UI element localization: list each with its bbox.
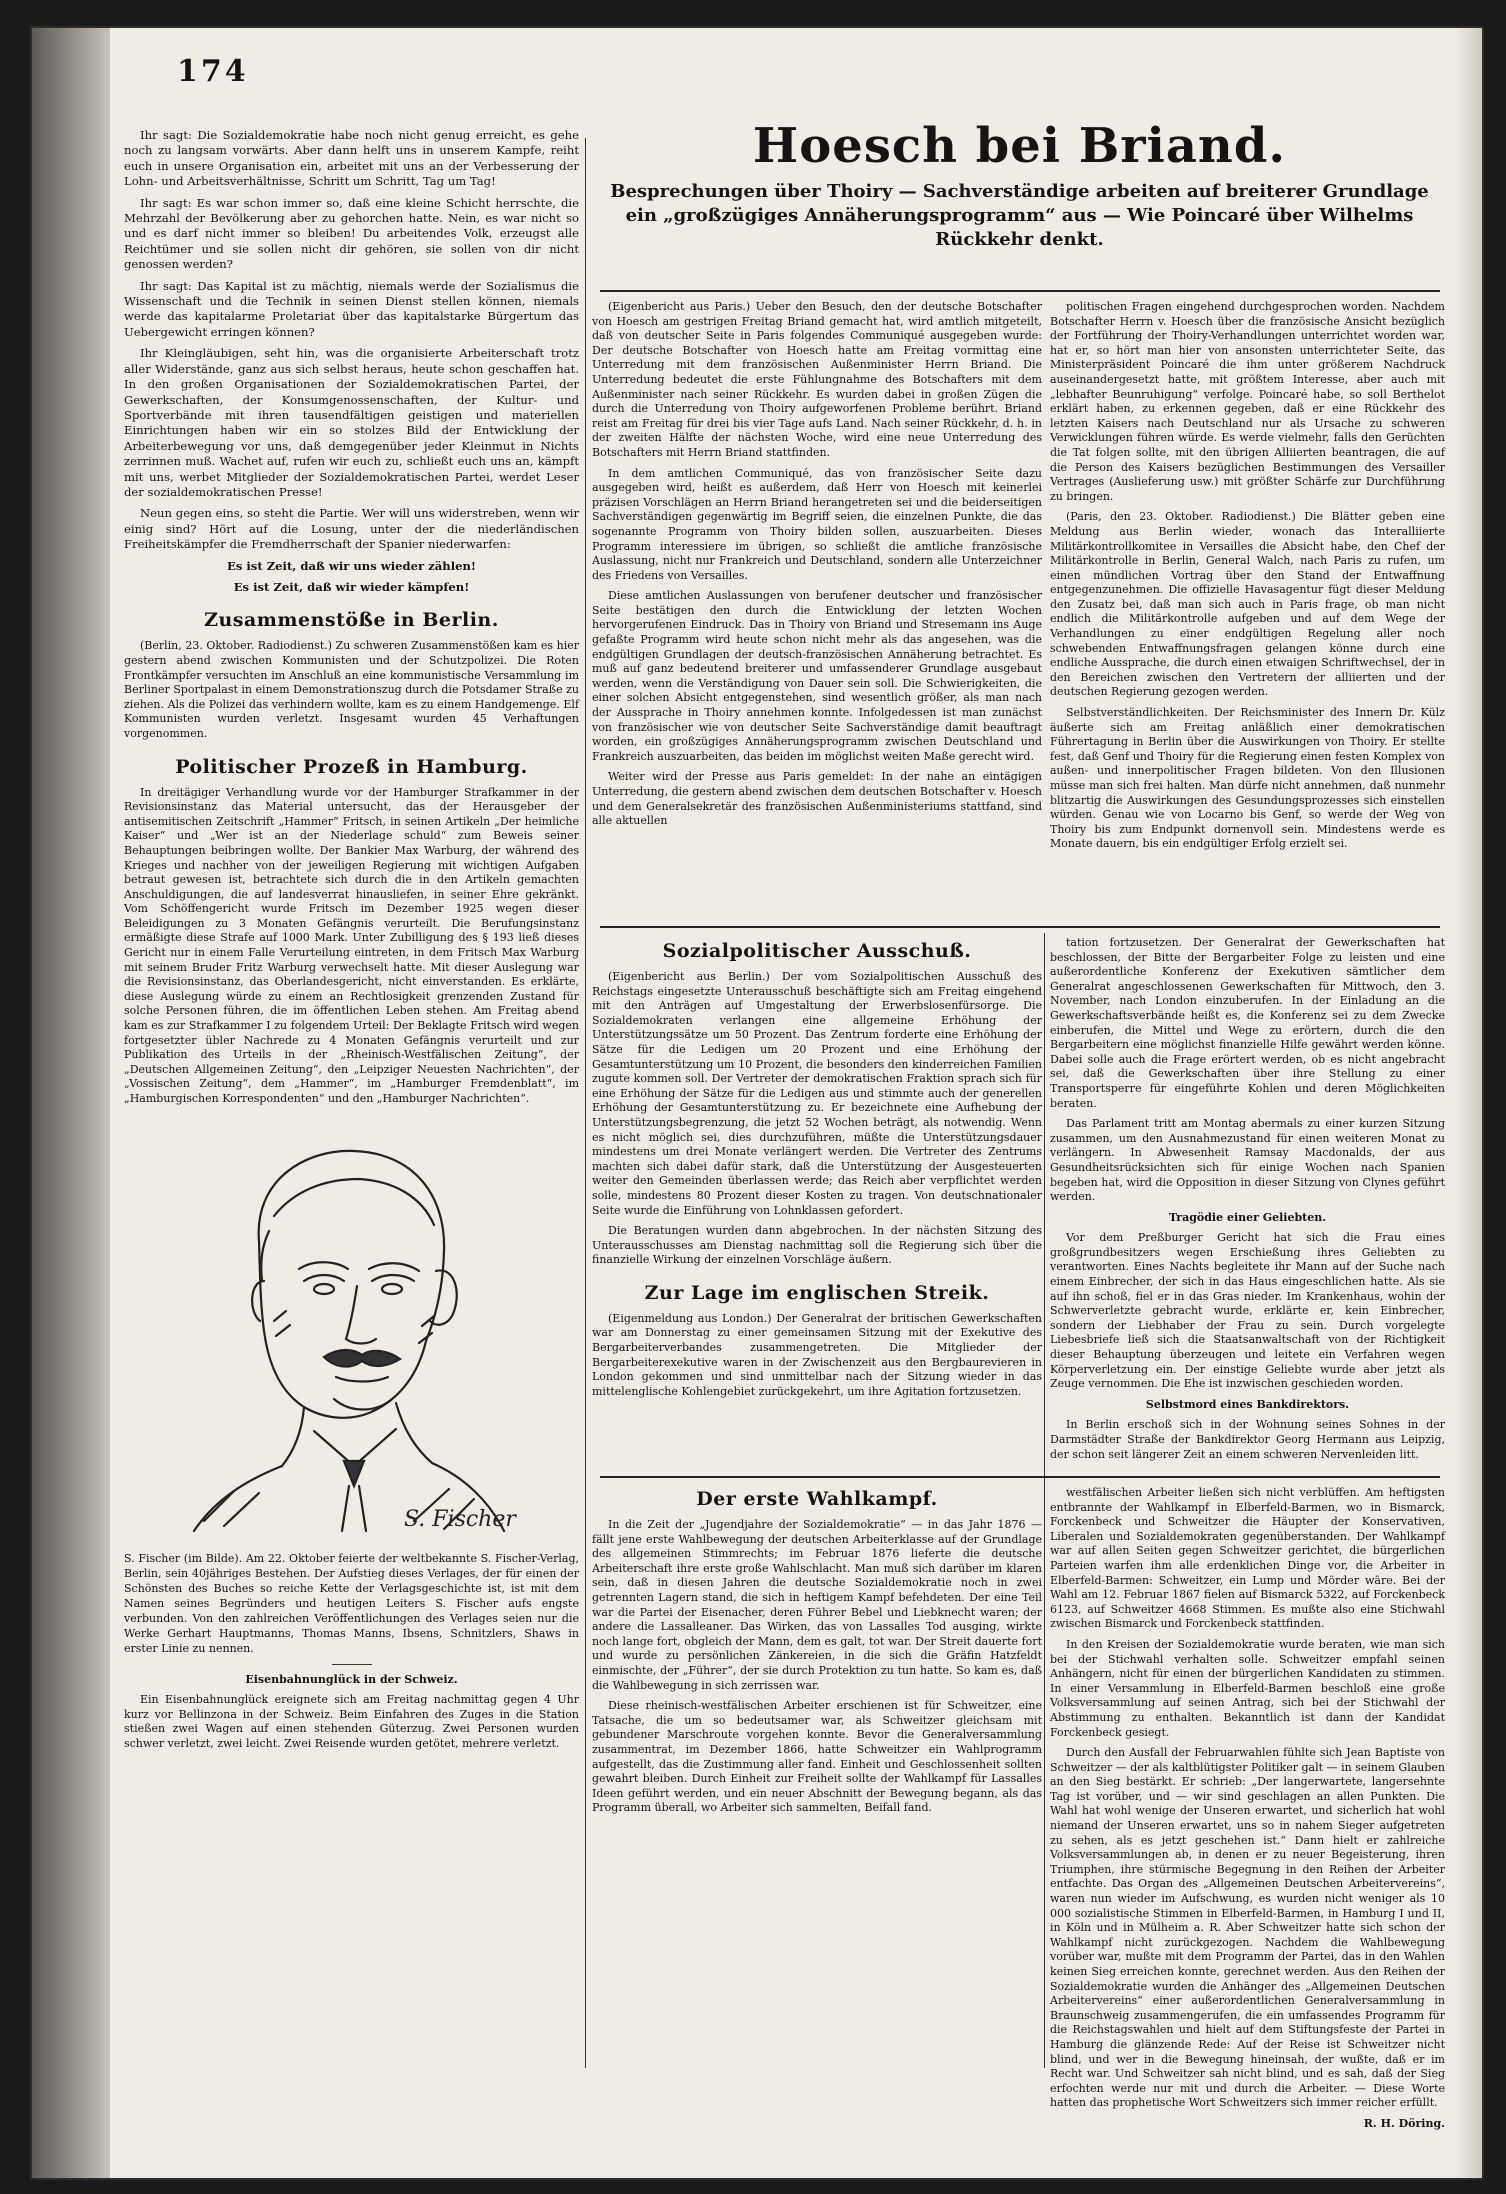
portrait-caption: S. Fischer (im Bilde). Am 22. Oktober feierte der weltbekannte S. Fischer-Verlag, Berlin, sein 40jähriges Bestehen. Der Aufstieg dieses Verlages, der für einen der Schönsten des Buches so reiche Kette der Verlagsgeschichte ist, ist mit dem Namen seines Begründers und heutigen Leiters S. Fischer aufs engste verbunden. Von den zahlreichen Veröffentlichungen des Verlages seien nur die Werke Gerhart Hauptmanns, Thomas Manns, Ibsens, Schnitzlers, Shaws in erster Linie zu nennen. — [124, 1551, 579, 1655]
page-number: 174 — [177, 54, 249, 89]
left-paragraph-4: Ihr Kleingläubigen, seht hin, was die organisierte Arbeiterschaft trotz aller Widerstände, ganz aus sich selbst heraus, heute schon geschaffen hat. In den großen Organisationen der Sozialdemokratischen Partei, der Gewerkschaften, der Konsumgenossenschaften, der Kultur- und Sportverbände mit ihren tausendfältigen geistigen und materiellen Einrichtungen haben wir ein so stolzes Bild der Entwicklung der Arbeiterbewegung vor uns, daß demgegenüber jeder Kleinmut in Nichts zerrinnen muß. Wachet auf, rufen wir euch zu, schließt euch uns an, kämpft mit uns, werbet Mitglieder der Sozialdemokratischen Partei, werdet Leser der sozialdemokratischen Presse! — [124, 346, 579, 499]
hoesch-paragraph-1: (Eigenbericht aus Paris.) Ueber den Besuch, den der deutsche Botschafter von Hoesch am gestrigen Freitag Briand gemacht hat, wird amtlich mitgeteilt, daß von deutscher Seite in Paris folgendes Communiqué ausgegeben wurde: Der deutsche Botschafter von Hoesch hatte am Freitag vormittag eine Unterredung mit dem französischen Außenminister Herrn Briand. Die Unterredung bedeutet die erste Fühlungnahme des Botschafters mit dem Außenminister nach seiner Rückkehr. Es wurden dabei in großen Zügen die durch die Unterredung von Thoiry aufgeworfenen Probleme berührt. Briand reist am Freitag für drei bis vier Tage aufs Land. Nach seiner Rückkehr, d. h. in der zweiten Hälfte der nächsten Woche, wird eine neue Unterredung des Botschafters mit Herrn Briand stattfinden. — [592, 300, 1042, 459]
column-rule-left — [585, 138, 586, 2068]
section-rule-lower — [600, 1476, 1440, 1478]
streik-text: (Eigenmeldung aus London.) Der Generalrat der britischen Gewerkschaften war am Donnerstag zu einer gemeinsamen Sitzung mit der Exekutive des Bergarbeiterverbandes zusammengetreten. Die Mitglieder der Bergarbeiterexekutive waren in der Zwischenzeit aus den Bergbaurevieren in London gekommen und sind unmittelbar nach der Sitzung wieder in das mittelenglische Kohlengebiet zurückgekehrt, um ihre Agitation fortzusetzen. — [592, 1311, 1042, 1398]
wahlkampf-right-paragraph-2: In den Kreisen der Sozialdemokratie wurde beraten, wie man sich bei der Stichwahl verhalten solle. Schweitzer empfahl seinen Anhängern, nicht für einen der bürgerlichen Kandidaten zu stimmen. In einer Versammlung in Elberfeld-Barmen beschloß eine große Volksversammlung auf seinen Antrag, sich bei der Stichwahl der Abstimmung zu enthalten. Bekanntlich ist dann der Kandidat Forckenbeck gesiegt. — [1050, 1637, 1445, 1739]
middle-column — [592, 300, 1042, 835]
left-column — [124, 128, 579, 1758]
heading-streik: Zur Lage im englischen Streik. — [644, 1281, 990, 1304]
hoesch-paragraph-4: Weiter wird der Presse aus Paris gemeldet: In der nahe an eintägigen Unterredung, die gestern abend zwischen dem deutschen Botschafter v. Hoesch und dem Generalsekretär des französischen Außenministeriums stattfand, sind alle aktuellen — [592, 770, 1042, 828]
left-paragraph-2: Ihr sagt: Es war schon immer so, daß eine kleine Schicht herrschte, die Mehrzahl der Bevölkerung aber zu gehorchen hatte. Nein, es war nicht so und es darf nicht immer so bleiben! Du arbeitendes Volk, erzeugst alle Reichtümer und sie sollen nicht dir gehören, sie sollen von dir nicht genossen werden? — [124, 195, 579, 272]
wahlkampf-paragraph-2: Diese rheinisch-westfälischen Arbeiter erschienen ist für Schweitzer, eine Tatsache, die um so bedeutsamer war, als Schweitzer gleichsam mit gebundener Marschroute vorgehen konnte. Bevor die Generalversammlung zusammentrat, im Dezember 1866, hatte Schweitzer ein Wahlprogramm aufgestellt, das die Zustimmung aller fand. Einheit und Geschlossenheit sollten gewahrt bleiben. Durch Einheit zur Freiheit sollte der Wahlkampf für Lassalles Ideen geführt werden, und ein neuer Abschnitt der Bewegung begann, als das Programm überall, wo Arbeiter sich sammelten, Beifall fand. — [592, 1699, 1042, 1815]
hoesch-paragraph-2: In dem amtlichen Communiqué, das von französischer Seite dazu ausgegeben wird, heißt es außerdem, daß Herr von Hoesch mit keinerlei präzisen Vorschlägen an Herrn Briand herangetreten sei und die beiderseitigen Sachverständigen gegenwärtig im Begriff seien, die einzelnen Punkte, die das sogenannte Programm von Thoiry bilden sollen, auszuarbeiten. Dieses Programm interessiere im übrigen, so schließt die amtliche französische Auslassung, nicht nur Frankreich und Deutschland, sondern alle Unterzeichner des Friedens von Versailles. — [592, 466, 1042, 582]
newspaper-page — [32, 28, 1482, 2178]
portrait-signature: S. Fischer — [404, 1506, 516, 1532]
rail-accident-title: Eisenbahnunglück in der Schweiz. — [245, 1672, 458, 1686]
portrait-illustration — [164, 1121, 524, 1541]
motto-line-2: Es ist Zeit, daß wir wieder kämpfen! — [233, 579, 470, 594]
section-rule-mid — [600, 926, 1440, 928]
headline-rule — [600, 290, 1440, 292]
heading-hamburg: Politischer Prozeß in Hamburg. — [175, 755, 528, 778]
heading-sozialpolitik: Sozialpolitischer Ausschuß. — [662, 940, 972, 962]
headline-subtitle: Besprechungen über Thoiry — Sachverständige arbeiten auf breiterer Grundlage ein „großzügiges Annäherungsprogramm“ aus — Wie Poincaré über Wilhelms Rückkehr denkt. — [610, 181, 1429, 250]
poincare-paragraph-2: (Paris, den 23. Oktober. Radiodienst.) Die Blätter geben eine Meldung aus Berlin wieder, wonach das Interalliierte Militärkontrollkomitee in Versailles die Absicht habe, den Chef der Militärkontrolle in Berlin, General Walch, nach Paris zu rufen, um einen mündlichen Vortrag über den Stand der Entwaffnung entgegenzunehmen. Die offizielle Havasagentur fügt dieser Meldung den Zusatz bei, daß man sich auch in Paris frage, ob man nicht endlich die Militärkontrolle aufgeben und auf dem Wege der Verhandlungen zu einer endgültigen Regelung aller noch schwebenden Entwaffnungsfragen gelangen könne durch eine endliche Aussprache, die durch einen etwaigen Schriftwechsel, der in den Bereichen zwischen den Vertretern der alliierten und der deutschen Regierung gezogen werden. — [1050, 510, 1445, 699]
selbstmord-text: In Berlin erschoß sich in der Wohnung seines Sohnes in der Darmstädter Straße der Bankdirektor Georg Hermann aus Leipzig, der schon seit längerer Zeit an einem schweren Nervenleiden litt. — [1050, 1418, 1445, 1461]
page-edge-shadow — [1456, 28, 1482, 2178]
motto-line-1: Es ist Zeit, daß wir uns wieder zählen! — [226, 558, 477, 573]
wahlkampf-author: R. H. Döring. — [1363, 2116, 1445, 2130]
binding-edge — [32, 28, 110, 2178]
sozialpolitik-text-2: Die Beratungen wurden dann abgebrochen. In der nächsten Sitzung des Unterausschusses am Dienstag nachmittag soll die Regierung sich über die finanzielle Wirkung der einzelnen Vorschläge äußern. — [592, 1224, 1042, 1267]
wahlkampf-right-paragraph-3: Durch den Ausfall der Februarwahlen fühlte sich Jean Baptiste von Schweitzer — der als kaltblütigster Politiker galt — in seinem Glauben an den Sieg bestärkt. Er schrieb: „Der langerwartete, langersehnte Tag ist vorüber, und — wir sind geschlagen an allen Punkten. Die Wahl hat wohl wenige der Unseren erwartet, und sicherlich hat wohl niemand der Unseren erwartet, uns so in nahem Sieger aufgetreten zu sehen, als es jetzt geschehen ist.“ Dann hielt er zahlreiche Volksversammlungen ab, in denen er zu neuer Begeisterung, ihren Triumphen, ihre stürmische Begegnung in den Reihen der Arbeiter entfachte. Das Organ des „Allgemeinen Deutschen Arbeitervereins“, waren nun wieder im Aufschwung, es wurden nicht weniger als 10 000 sozialistische Stimmen in Elberfeld-Barmen, in Hamburg I und II, in Köln und in Mülheim a. R. Aber Schweitzer hatte sich schon der Wahlkampf nicht zurückgezogen. Nachdem die Wahlbewegung vorüber war, mußte mit dem Programm der Partei, das in den Wahlen keinen Sieg erreichen konnte, gerechnet werden. Aus den Reihen der Sozialdemokratie wurden die Anhänger des „Allgemeinen Deutschen Arbeitervereins“ einer außerordentlichen Generalversammlung in Braunschweig zusammengerufen, die ein umfassendes Programm für die Reichstagswahlen und hielt auf dem Stiftungsfeste der Partei in Hamburg die glänzende Rede: Auf der Reise ist Schweitzer nicht blind, und wer in die Bewegung hineinsah, der wußte, daß er im Recht war. Und Schweitzer sah nicht blind, und es sah, daß der Sieg erfochten werde nur mit und durch die Arbeiter. — Diese Worte hatten das prophetische Wort Schweitzers sich immer reicher erfüllt. — [1050, 1746, 1445, 2110]
left-paragraph-3: Ihr sagt: Das Kapital ist zu mächtig, niemals werde der Sozialismus die Wissenschaft und die Technik in seinen Dienst stellen können, niemals werde das kapitalarme Proletariat über das kapitalstarke Bürgertum das Uebergewicht erringen können? — [124, 278, 579, 339]
wahlkampf-column-right — [1050, 1486, 1445, 2138]
hoesch-paragraph-3: Diese amtlichen Auslassungen von berufener deutscher und französischer Seite bestätigen den durch die Entwicklung der letzten Wochen hervorgerufenen Eindruck. Das in Thoiry von Briand und Stresemann ins Auge gefaßte Programm wird heute schon nicht mehr als das angesehen, was die endgültigen Grundlagen der deutsch-französischen Annäherung betrachtet. Es muß auf ganz bedeutend breiterer und umfassenderer Grundlage ausgebaut werden, wenn die Verständigung von Dauer sein soll. Die Schwierigkeiten, die einer solchen Absicht entgegenstehen, sind wesentlich größer, als man nach der Aussprache in Thoiry annehmen konnte. Infolgedessen ist man zunächst von französischer wie von deutscher Seite Sachverständige damit beauftragt worden, ein großzügiges Annäherungsprogramm zwischen Deutschland und Frankreich auszuarbeiten, das beiden im möglichst weiten Maße gerecht wird. — [592, 589, 1042, 763]
right-column — [1050, 300, 1445, 858]
section-divider — [332, 1664, 372, 1665]
wahlkampf-right-paragraph-1: westfälischen Arbeiter ließen sich nicht verblüffen. Am heftigsten entbrannte der Wahlkampf in Elberfeld-Barmen, wo in Bismarck, Forckenbeck und Schweitzer die Häupter der Konservativen, Liberalen und Sozialdemokraten gegenüberstanden. Der Wahlkampf war auf allen Seiten gegen Schweitzer gerichtet, die bürgerlichen Parteien warfen ihm alle erdenklichen Dinge vor, die Arbeiter in Elberfeld-Barmen: Schweitzer, ein Lump und Mörder wäre. Bei der Wahl am 12. Februar 1867 fielen auf Bismarck 5322, auf Forckenbeck 6123, auf Schweitzer 4668 Stimmen. Es mußte also eine Stichwahl zwischen Bismarck und Forckenbeck stattfinden. — [1050, 1486, 1445, 1631]
middle-lower-column — [592, 936, 1042, 1405]
column-rule-right — [1044, 933, 1045, 2068]
kulz-paragraph: Selbstverständlichkeiten. Der Reichsminister des Innern Dr. Külz äußerte sich am Freitag anläßlich einer demokratischen Führertagung in Berlin über die Auswirkungen von Thoiry. Er stellte fest, daß Genf und Thoiry für die Regierung einen festen Komplex von außen- und innerpolitischer Fragen bildeten. Von den Illusionen müsse man sich frei halten. Man dürfe nicht annehmen, daß nunmehr blitzartig die Auswirkungen des Gesundungsprozesses sich einstellen würden. Genau wie von Locarno bis Genf, so werde der Weg von Thoiry bis zum Endpunkt dornenvoll sein. Mindestens werde es Monate dauern, bis ein endgültiger Erfolg erzielt sei. — [1050, 706, 1445, 851]
heading-wahlkampf: Der erste Wahlkampf. — [696, 1488, 938, 1510]
wahlkampf-paragraph-1: In die Zeit der „Jugendjahre der Sozialdemokratie“ — in das Jahr 1876 — fällt jene erste Wahlbewegung der deutschen Arbeiterklasse auf der Grundlage des allgemeinen Stimmrechts; im Februar 1876 lieferte die deutsche Arbeiterschaft ihre erste große Wahlschlacht. Man muß sich darüber im klaren sein, daß in diesen Jahren die deutsche Sozialdemokratie noch in zwei getrennten Lagern stand, die sich in heftigem Kampf befehdeten. Der eine Teil war die Partei der Eisenacher, deren Führer Bebel und Liebknecht waren; der andere die Lassalleaner. Das Wirken, das von Lassalles Tod ausging, wirkte noch lange fort, obgleich der Mann, dem es galt, tot war. Der Streit dauerte fort und wurde zu persönlichen Zänkereien, in die sich die Gräfin Hatzfeldt einmischte, der „Führer“, der sie durch Protektion zu tun hatte. So kam es, daß die Wahlbewegung in sich zerrissen war. — [592, 1518, 1042, 1692]
headline-block — [592, 118, 1447, 252]
hamburg-article: In dreitägiger Verhandlung wurde vor der Hamburger Strafkammer in der Revisionsinstanz das Material untersucht, das der Herausgeber der antisemitischen Zeitschrift „Hammer“ Fritsch, in seinen Artikeln „Der heimliche Kaiser“ und „Wer ist an der Niederlage schuld“ zum Beweis seiner Behauptungen beibringen wollte. Der Bankier Max Warburg, der während des Krieges und nachher von der jeweiligen Regierung mit wichtigen Aufgaben betraut gewesen ist, betrachtete sich durch die in den Artikeln gemachten Anschuldigungen, die auf landesverrat hinausliefen, in seiner Ehre gekränkt. Vom Schöffengericht wurde Fritsch im Dezember 1925 wegen dieser Beleidigungen zu 3 Monaten Gefängnis verurteilt. Die Berufungsinstanz ermäßigte diese Strafe auf 1000 Mark. Unter Zubilligung des § 193 ließ dieses Gericht nur in einem Falle Verurteilung eintreten, in dem Fritsch Max Warburg mit seinem Bruder Fritz Warburg verwechselt hatte. Mit dieser Auslegung war die Revisionsinstanz, das Oberlandesgericht, nicht einverstanden. Es erklärte, diese Auslegung würde zu einem an Rechtlosigkeit grenzenden Zustand für solche Personen führen, die im öffentlichen Leben stehen. Am Freitag abend kam es zur Strafkammer I zu folgendem Urteil: Der Beklagte Fritsch wird wegen fortgesetzter übler Nachrede zu 4 Monaten Gefängnis verurteilt und zur Publikation des Urteils in der „Rheinisch-Westfälischen Zeitung“, der „Deutschen Allgemeinen Zeitung“, den „Leipziger Neuesten Nachrichten“, der „Vossischen Zeitung“, dem „Hammer“, im „Hamburger Fremdenblatt“, im „Hamburgischen Korrespondenten“ und den „Hamburger Nachrichten“. — [124, 785, 579, 1105]
left-paragraph-1: Ihr sagt: Die Sozialdemokratie habe noch nicht genug erreicht, es gehe noch zu langsam vorwärts. Aber dann helft uns in unserem Kampfe, reiht euch in unsere Organisation ein, arbeitet mit uns an der Verbesserung der Lohn- und Arbeitsverhältnisse, Schritt um Schritt, Tag um Tag! — [124, 128, 579, 189]
poincare-paragraph-1: politischen Fragen eingehend durchgesprochen worden. Nachdem Botschafter Herrn v. Hoesch über die französische Ansicht bezüglich der Fortführung der Thoiry-Verhandlungen unterrichtet worden war, hat er, so hört man hier von ansonsten unterrichteter Seite, das Ministerpräsident Poincaré die ihm unter größerem Nachdruck auseinandergesetzt hatte, mit größtem Interesse, aber auch mit „lebhafter Beunruhigung“ verfolge. Poincaré habe, so soll Berthelot erklärt haben, zu erkennen gegeben, daß er eine Rückkehr des letzten Kaisers nach Deutschland nur als Ursache zu schweren Verwicklungen führen würde. Es werde vielmehr, falls den Gerüchten die Tat folgen sollte, mit den übrigen Alliierten beantragen, die auf die Person des Kaisers bezüglichen Bestimmungen des Versailler Vertrages (Auslieferung usw.) mit größter Schärfe zur Durchführung zu bringen. — [1050, 300, 1445, 503]
streik-continuation-2: Das Parlament tritt am Montag abermals zu einer kurzen Sitzung zusammen, um den Ausnahmezustand für einen weiteren Monat zu verlängern. In Abwesenheit Ramsay Macdonalds, der aus Gesundheitsrücksichten sich für einige Wochen nach Spanien begeben hat, wird die Opposition in dieser Sitzung von Clynes geführt werden. — [1050, 1117, 1445, 1204]
berlin-article: (Berlin, 23. Oktober. Radiodienst.) Zu schweren Zusammenstößen kam es hier gestern abend zwischen Kommunisten und der Schutzpolizei. Die Roten Frontkämpfer versuchten im Anschluß an eine kommunistische Versammlung im Berliner Sportpalast in einem Demonstrationszug durch die Potsdamer Straße zu ziehen. Als die Polizei das verhindern wollte, kam es zu einem Handgemenge. Elf Kommunisten wurden verletzt. Insgesamt wurden 45 Verhaftungen vorgenommen. — [124, 639, 579, 740]
heading-tragoedie: Tragödie einer Geliebten. — [1168, 1210, 1327, 1224]
heading-berlin: Zusammenstöße in Berlin. — [204, 609, 499, 632]
sozialpolitik-text: (Eigenbericht aus Berlin.) Der vom Sozialpolitischen Ausschuß des Reichstags eingesetzte Unterausschuß beschäftigte sich am Freitag eingehend mit den Anträgen auf Umgestaltung der Erwerbslosenfürsorge. Die Sozialdemokraten verlangen eine allgemeine Erhöhung der Unterstützungssätze um 50 Prozent. Das Zentrum forderte eine Erhöhung der Sätze für die Ledigen um 20 Prozent und eine Erhöhung der Gesamtunterstützung um 10 Prozent, die besonders den kinderreichen Familien zugute kommen soll. Der Vertreter der demokratischen Fraktion sprach sich für eine Erhöhung der Sätze für die Ledigen aus und stimmte auch der generellen Erhöhung der Gesamtunterstützung zu. Er bezeichnete eine Aufhebung der Unterstützungsbegrenzung, die jetzt 52 Wochen beträgt, als notwendig. Wenn es nicht möglich sei, dies durchzuführen, müßte die Unterstützungsdauer mindestens um drei Monate verlängert werden. Die Vertreter des Zentrums machten sich dabei dafür stark, daß die Unterstützung der Ausgesteuerten weiter den Gemeinden überlassen werde; das Reich aber verpflichtet werden solle, mindestens 80 Prozent dieser Kosten zu tragen. Von deutschnationaler Seite wurde die Einführung von Lohnklassen gefordert. — [592, 970, 1042, 1217]
rail-accident-text: Ein Eisenbahnunglück ereignete sich am Freitag nachmittag gegen 4 Uhr kurz vor Bellinzona in der Schweiz. Beim Einfahren des Zuges in die Station stießen zwei Wagen auf einen stehenden Güterzug. Zwei Personen wurden schwer verletzt, zwei leicht. Zwei Reisende wurden getötet, mehrere verletzt. — [124, 1693, 579, 1750]
streik-continuation-1: tation fortzusetzen. Der Generalrat der Gewerkschaften hat beschlossen, der Bitte der Bergarbeiter Folge zu leisten und eine außerordentliche Konferenz der Exekutiven sämtlicher dem Generalrat angeschlossenen Gewerkschaften für Mittwoch, den 3. November, nach London einzuberufen. In der Einladung an die Gewerkschaftsverbände heißt es, die Konferenz sei zu dem Zwecke einberufen, die Mittel und Wege zu erörtern, durch die den Bergarbeitern eine möglichst finanzielle Hilfe gewährt werden könne. Dabei solle auch die Frage erörtert werden, ob es nicht angebracht sei, daß die Gewerkschaften über ihre Stellung zu einer Transportsperre für eingeführte Kohlen und deren Möglichkeiten beraten. — [1050, 936, 1445, 1110]
wahlkampf-column-left — [592, 1486, 1042, 1822]
tragoedie-text: Vor dem Preßburger Gericht hat sich die Frau eines großgrundbesitzers wegen Erschießung ihres Geliebten zu verantworten. Eines Nachts begleitete ihr Mann auf der Suche nach einem Einbrecher, der sich in das Haus eingeschlichen hatte. Als sie auf ihn schoß, fiel er in das Gras nieder. Im Krankenhaus, wohin der Schwerverletzte gebracht wurde, erklärte er, kein Einbrecher, sondern der Liebhaber der Frau zu sein. Durch vorgelegte Liebesbriefe ließ sich die Staatsanwaltschaft von der Richtigkeit dieser Behauptung überzeugen und leitete ein Verfahren wegen Körperverletzung ein. Der einstige Geliebte wurde aber jetzt als Zeuge vernommen. Die Ehe ist inzwischen geschieden worden. — [1050, 1231, 1445, 1391]
main-headline: Hoesch bei Briand. — [752, 118, 1287, 174]
left-paragraph-5: Neun gegen eins, so steht die Partie. Wer will uns widerstreben, wenn wir einig sind? Hört auf die Losung, unter der die niederländischen Freiheitskämpfer die Fremdherrschaft der Spanier niederwarfen: — [124, 506, 579, 552]
right-lower-column — [1050, 936, 1445, 1468]
portrait-drawing — [164, 1121, 524, 1541]
heading-selbstmord: Selbstmord eines Bankdirektors. — [1145, 1397, 1350, 1411]
